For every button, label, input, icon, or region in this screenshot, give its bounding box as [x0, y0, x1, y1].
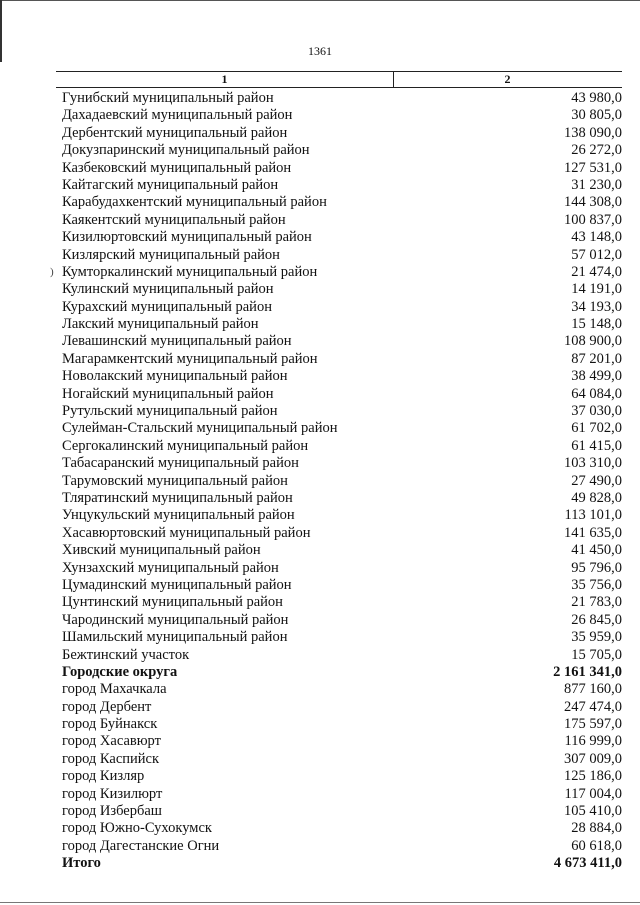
- table-row: [62, 647, 622, 664]
- row-value: 2 161 341,0: [553, 663, 622, 680]
- row-name: Новолакский муниципальный район: [62, 368, 288, 385]
- row-value: 34 193,0: [571, 298, 622, 315]
- row-name: Кумторкалинский муниципальный район: [62, 263, 318, 280]
- row-value: 15 148,0: [571, 316, 622, 333]
- row-value: 30 805,0: [571, 107, 622, 124]
- row-name: Тляратинский муниципальный район: [62, 489, 293, 506]
- row-value: 41 450,0: [571, 542, 622, 559]
- table-row: [62, 455, 622, 472]
- row-value: 14 191,0: [571, 281, 622, 298]
- row-value: 138 090,0: [564, 124, 622, 141]
- row-name: Дахадаевский муниципальный район: [62, 107, 293, 124]
- row-value: 21 474,0: [571, 263, 622, 280]
- table-row: [62, 820, 622, 837]
- table-row: [62, 229, 622, 246]
- row-name: Кизлярский муниципальный район: [62, 246, 280, 263]
- table-row: [62, 681, 622, 698]
- row-value: 61 702,0: [571, 420, 622, 437]
- row-value: 38 499,0: [571, 368, 622, 385]
- row-name: Гунибский муниципальный район: [62, 90, 274, 106]
- page-top-edge: [0, 0, 640, 1]
- table-row: [62, 768, 622, 785]
- row-value: 43 148,0: [571, 229, 622, 246]
- table-row: [62, 420, 622, 437]
- row-value: 35 756,0: [571, 576, 622, 593]
- page-number: 1361: [308, 44, 332, 58]
- table-row: [62, 786, 622, 803]
- row-value: 60 618,0: [571, 837, 622, 854]
- row-name: город Махачкала: [62, 681, 167, 698]
- table-row: [62, 316, 622, 333]
- row-value: 26 272,0: [571, 142, 622, 159]
- row-name: Бежтинский участок: [62, 646, 190, 663]
- row-value: 125 186,0: [564, 768, 622, 785]
- table-row: [62, 612, 622, 629]
- row-name: Цумадинский муниципальный район: [62, 576, 292, 593]
- table-row: [62, 473, 622, 490]
- row-value: 113 101,0: [564, 507, 622, 524]
- table-row: [62, 699, 622, 716]
- row-name: Карабудахкентский муниципальный район: [62, 194, 327, 211]
- row-value: 4 673 411,0: [553, 855, 622, 872]
- table-row: [50, 263, 622, 281]
- row-name: Курахский муниципальный район: [62, 298, 272, 315]
- row-name: Хасавюртовский муниципальный район: [62, 524, 311, 541]
- table-row: [62, 142, 622, 159]
- row-value: 175 597,0: [564, 716, 622, 733]
- row-value: 141 635,0: [564, 524, 622, 541]
- row-name: Цунтинский муниципальный район: [62, 594, 283, 611]
- table-row: [62, 160, 622, 177]
- column-header-2: 2: [504, 72, 511, 86]
- row-value: 35 959,0: [571, 629, 622, 646]
- row-value: 21 783,0: [571, 594, 622, 611]
- row-name: Кизилюртовский муниципальный район: [62, 229, 312, 246]
- table-row: [62, 733, 622, 750]
- table-row: [62, 177, 622, 194]
- margin-mark: ): [50, 265, 54, 278]
- row-name: Кулинский муниципальный район: [62, 281, 274, 298]
- row-value: 64 084,0: [571, 385, 622, 402]
- table-row: [62, 299, 622, 316]
- row-name: Городские округа: [62, 663, 178, 680]
- table-row: [62, 333, 622, 350]
- row-name: Шамильский муниципальный район: [62, 629, 288, 646]
- row-name: Итого: [62, 855, 101, 872]
- column-header-1: 1: [221, 72, 228, 86]
- table-row: [62, 716, 622, 733]
- row-value: 31 230,0: [571, 176, 622, 193]
- table-row: [62, 247, 622, 264]
- row-name: город Дагестанские Огни: [62, 837, 220, 854]
- row-name: Ногайский муниципальный район: [62, 385, 274, 402]
- row-name: город Хасавюрт: [62, 733, 161, 750]
- row-name: Магарамкентский муниципальный район: [62, 350, 318, 367]
- table-header: [56, 71, 622, 88]
- row-value: 87 201,0: [571, 350, 622, 367]
- table-row: [62, 664, 622, 681]
- table-row: [62, 560, 622, 577]
- table-row: [62, 125, 622, 142]
- row-value: 108 900,0: [564, 333, 622, 350]
- table-row: [62, 507, 622, 524]
- row-value: 37 030,0: [571, 403, 622, 420]
- row-name: Казбековский муниципальный район: [62, 159, 292, 176]
- table-row: [62, 107, 622, 124]
- row-value: 15 705,0: [571, 646, 622, 663]
- row-value: 28 884,0: [571, 820, 622, 837]
- table-row: [62, 403, 622, 420]
- row-name: Чародинский муниципальный район: [62, 611, 289, 628]
- table-row: [62, 751, 622, 768]
- row-name: город Южно-Сухокумск: [62, 820, 212, 837]
- row-value: 307 009,0: [564, 750, 622, 767]
- row-name: Хивский муниципальный район: [62, 542, 261, 559]
- table-row: [62, 525, 622, 542]
- row-value: 43 980,0: [571, 90, 622, 106]
- row-name: город Буйнакск: [62, 716, 158, 733]
- table-row: [62, 542, 622, 559]
- row-name: Тарумовский муниципальный район: [62, 472, 288, 489]
- row-value: 61 415,0: [571, 437, 622, 454]
- table-row: [62, 281, 622, 298]
- row-value: 144 308,0: [564, 194, 622, 211]
- row-name: Сергокалинский муниципальный район: [62, 437, 309, 454]
- row-name: Табасаранский муниципальный район: [62, 455, 299, 472]
- table-row: [62, 351, 622, 368]
- row-name: Унцукульский муниципальный район: [62, 507, 295, 524]
- row-value: 27 490,0: [571, 472, 622, 489]
- table-row: [62, 594, 622, 611]
- row-value: 49 828,0: [571, 489, 622, 506]
- row-value: 26 845,0: [571, 611, 622, 628]
- row-value: 117 004,0: [564, 785, 622, 802]
- row-name: Дербентский муниципальный район: [62, 124, 288, 141]
- row-name: Левашинский муниципальный район: [62, 333, 292, 350]
- table-row: [62, 803, 622, 820]
- table-row: [62, 90, 622, 107]
- table-row: [62, 577, 622, 594]
- row-name: город Дербент: [62, 698, 152, 715]
- table-row: [62, 629, 622, 646]
- row-value: 57 012,0: [571, 246, 622, 263]
- table-row: [62, 838, 622, 855]
- row-name: Каякентский муниципальный район: [62, 211, 286, 228]
- row-value: 95 796,0: [571, 559, 622, 576]
- row-value: 100 837,0: [564, 211, 622, 228]
- row-name: Докузпаринский муниципальный район: [62, 142, 310, 159]
- table-row: [62, 490, 622, 507]
- row-name: город Избербаш: [62, 803, 162, 820]
- page-bottom-edge: [0, 902, 640, 903]
- row-value: 116 999,0: [564, 733, 622, 750]
- row-value: 877 160,0: [564, 681, 622, 698]
- row-value: 103 310,0: [564, 455, 622, 472]
- row-name: Сулейман-Стальский муниципальный район: [62, 420, 338, 437]
- row-name: Рутульский муниципальный район: [62, 403, 278, 420]
- table-row: [62, 438, 622, 455]
- table-row: [62, 194, 622, 211]
- row-name: Лакский муниципальный район: [62, 316, 259, 333]
- table-row: [62, 855, 622, 872]
- table-body: [50, 90, 622, 873]
- row-name: город Каспийск: [62, 750, 160, 767]
- table-row: [62, 386, 622, 403]
- table-row: [62, 212, 622, 229]
- row-value: 127 531,0: [564, 159, 622, 176]
- row-value: 247 474,0: [564, 698, 622, 715]
- table-row: [62, 368, 622, 385]
- row-name: Кайтагский муниципальный район: [62, 176, 279, 193]
- row-name: город Кизилюрт: [62, 785, 163, 802]
- row-name: Хунзахский муниципальный район: [62, 559, 279, 576]
- row-name: город Кизляр: [62, 768, 145, 785]
- row-value: 105 410,0: [564, 803, 622, 820]
